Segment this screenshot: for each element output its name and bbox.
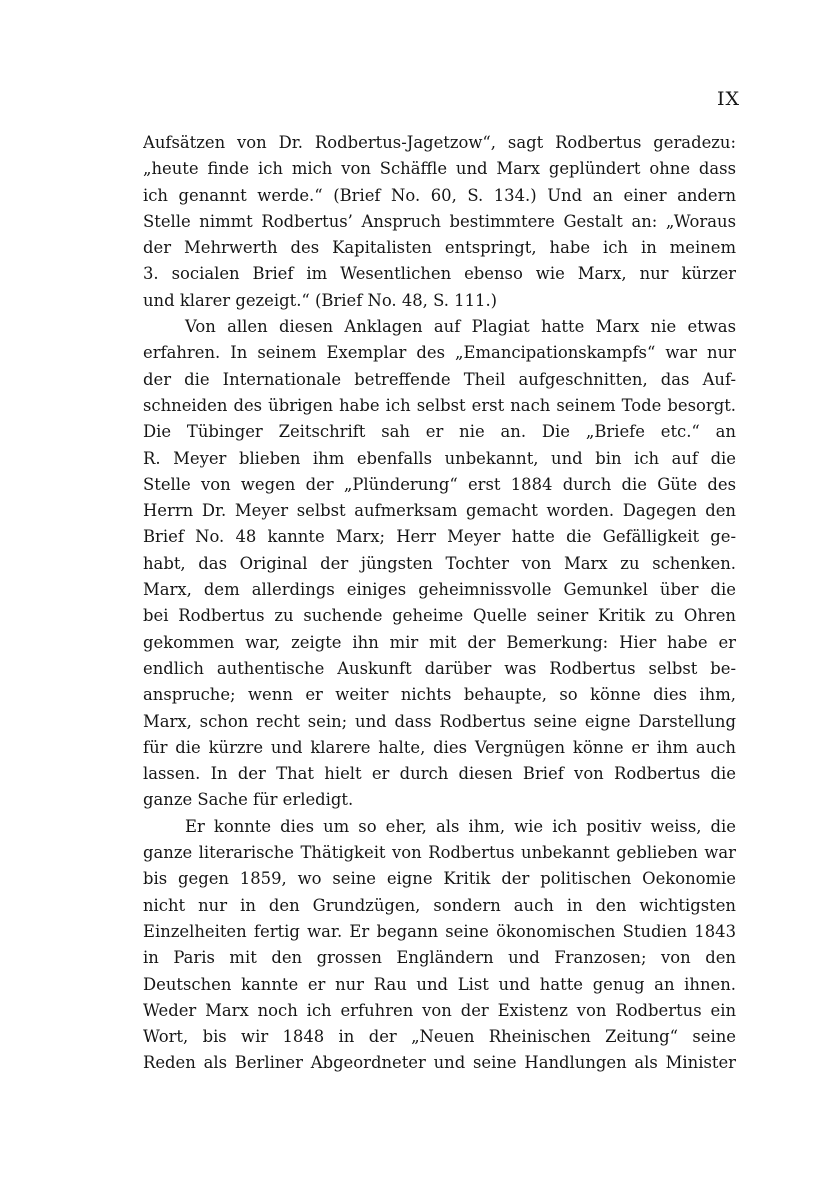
text-line: schneiden des übrigen habe ich selbst erst nach seinem Tode besorgt. — [143, 395, 736, 415]
text-line: Marx, dem allerdings einiges geheimnissvolle Gemunkel über die — [143, 580, 736, 600]
text-line: bei Rodbertus zu suchende geheime Quelle seiner Kritik zu Ohren — [143, 606, 736, 626]
text-line: für die kürzre und klarere halte, dies Vergnügen könne er ihm auch — [143, 737, 736, 757]
text-line: anspruche; wenn er weiter nichts behaupte, so könne dies ihm, — [143, 685, 736, 705]
text-line: bis gegen 1859, wo seine eigne Kritik der politischen Oekonomie — [143, 869, 736, 889]
body-text — [143, 130, 736, 1077]
paragraph — [143, 814, 736, 1077]
text-line: lassen. In der That hielt er durch diesen Brief von Rodbertus die — [143, 764, 736, 784]
text-line: Brief No. 48 kannte Marx; Herr Meyer hatte die Gefälligkeit ge- — [143, 527, 736, 547]
text-line: Stelle von wegen der „Plünderung“ erst 1884 durch die Güte des — [143, 474, 736, 494]
text-line: Wort, bis wir 1848 in der „Neuen Rheinischen Zeitung“ seine — [143, 1027, 736, 1047]
text-line: endlich authentische Auskunft darüber was Rodbertus selbst be- — [143, 658, 736, 678]
text-line: Die Tübinger Zeitschrift sah er nie an. Die „Briefe etc.“ an — [143, 422, 736, 442]
text-line: Herrn Dr. Meyer selbst aufmerksam gemacht worden. Dagegen den — [143, 501, 736, 521]
text-line: ich genannt werde.“ (Brief No. 60, S. 134.) Und an einer andern — [143, 185, 736, 205]
text-line: Er konnte dies um so eher, als ihm, wie ich positiv weiss, die — [185, 816, 736, 836]
text-line: nicht nur in den Grundzügen, sondern auch in den wichtigsten — [143, 895, 736, 915]
text-line: „heute finde ich mich von Schäffle und Marx geplündert ohne dass — [143, 159, 736, 179]
text-line: Von allen diesen Anklagen auf Plagiat hatte Marx nie etwas — [185, 317, 736, 337]
text-line: ganze literarische Thätigkeit von Rodbertus unbekannt geblieben war — [143, 843, 736, 863]
text-line: R. Meyer blieben ihm ebenfalls unbekannt, und bin ich auf die — [143, 448, 736, 468]
text-line: der Mehrwerth des Kapitalisten entspringt, habe ich in meinem — [143, 238, 736, 258]
text-line: Weder Marx noch ich erfuhren von der Existenz von Rodbertus ein — [143, 1000, 736, 1020]
page-number: IX — [716, 88, 740, 110]
text-line: in Paris mit den grossen Engländern und Franzosen; von den — [143, 948, 736, 968]
text-line: 3. socialen Brief im Wesentlichen ebenso wie Marx, nur kürzer — [143, 264, 736, 284]
text-line: gekommen war, zeigte ihn mir mit der Bemerkung: Hier habe er — [143, 632, 736, 652]
text-line: habt, das Original der jüngsten Tochter von Marx zu schenken. — [143, 553, 736, 573]
paragraph — [143, 130, 736, 314]
text-line: Reden als Berliner Abgeordneter und seine Handlungen als Minister — [143, 1053, 736, 1073]
text-line: und klarer gezeigt.“ (Brief No. 48, S. 111.) — [143, 290, 498, 310]
text-line: erfahren. In seinem Exemplar des „Emancipationskampfs“ war nur — [143, 343, 736, 363]
paragraph — [143, 314, 736, 814]
text-line: Aufsätzen von Dr. Rodbertus-Jagetzow“, sagt Rodbertus geradezu: — [143, 133, 736, 152]
text-line: Stelle nimmt Rodbertus’ Anspruch bestimmtere Gestalt an: „Woraus — [143, 211, 736, 231]
text-line: der die Internationale betreffende Theil aufgeschnitten, das Auf- — [143, 369, 736, 389]
text-line: Einzelheiten fertig war. Er begann seine ökonomischen Studien 1843 — [143, 921, 736, 941]
text-line: ganze Sache für erledigt. — [143, 790, 354, 810]
text-line: Marx, schon recht sein; und dass Rodbertus seine eigne Darstellung — [143, 711, 736, 731]
text-line: Deutschen kannte er nur Rau und List und hatte genug an ihnen. — [143, 974, 736, 994]
